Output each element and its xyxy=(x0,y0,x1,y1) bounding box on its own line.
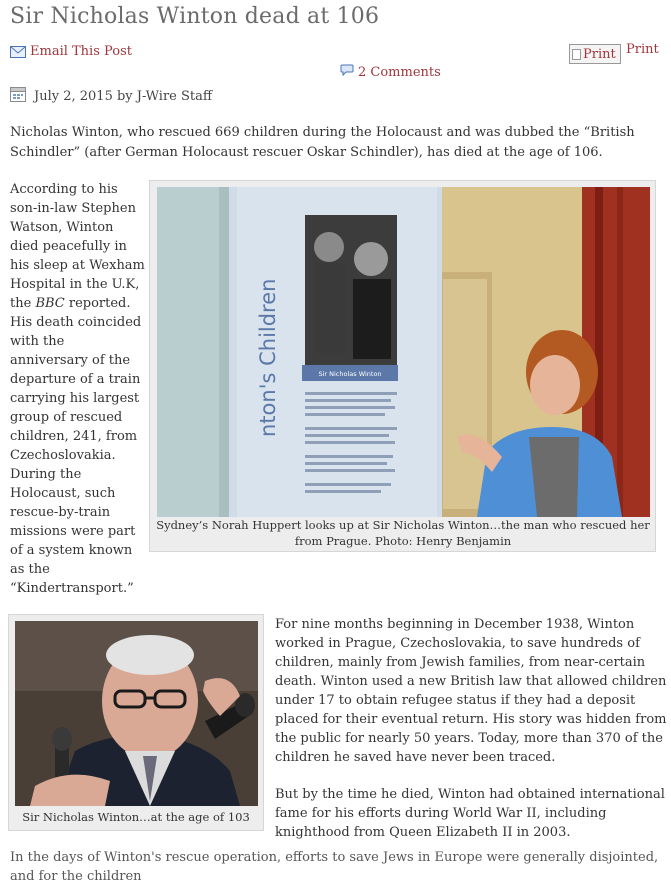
page-title: Sir Nicholas Winton dead at 106 xyxy=(10,4,380,29)
figure1-caption: Sydney’s Norah Huppert looks up at Sir Nicholas Winton…the man who rescued her from Prague. Photo: Henry Benjamin xyxy=(156,518,650,548)
winton-photo xyxy=(15,621,258,806)
figure-winton-103 xyxy=(8,614,264,831)
cut-off-paragraph xyxy=(10,850,666,884)
comments-link[interactable] xyxy=(340,64,441,80)
post-meta xyxy=(10,87,212,106)
speech-bubble-icon xyxy=(340,64,354,80)
side-paragraph xyxy=(10,180,145,598)
side-text-part-2: reported. His death coincided with the anniversary of the departure of a train carrying his largest group of rescued children, 241, from Czechoslovakia. During the Holocaust, such rescue-by-train missions were part of a system known as the “Kindertransport.” xyxy=(10,296,142,596)
paragraph-fame: But by the time he died, Winton had obtained international fame for his efforts during World War II, including knighthood from Queen Elizabeth II in 2003. xyxy=(275,787,665,840)
print-button[interactable] xyxy=(569,44,621,64)
poster-label: Sir Nicholas Winton xyxy=(318,370,382,378)
mail-icon xyxy=(10,46,26,58)
cut-off-text: In the days of Winton's rescue operation, efforts to save Jews in Europe were generally disjointed, and for the children xyxy=(10,850,659,884)
comments-label: 2 Comments xyxy=(358,64,441,80)
figure-norah-huppert xyxy=(149,180,656,552)
figure2-caption: Sir Nicholas Winton…at the age of 103 xyxy=(22,810,250,824)
side-text-part-1: According to his son-in-law Stephen Watson, Winton died peacefully in his sleep at Wexham Hospital in the U.K, the xyxy=(10,182,145,311)
intro-paragraph: Nicholas Winton, who rescued 669 children during the Holocaust and was dubbed the “British Schindler” (after German Holocaust rescuer Oskar Schindler), has died at the age of 106. xyxy=(10,125,635,160)
print-link[interactable]: Print xyxy=(626,42,659,57)
post-date-author: July 2, 2015 by J-Wire Staff xyxy=(34,89,213,104)
poster-vertical-text: nton's Children xyxy=(256,278,280,437)
paragraph-prague: For nine months beginning in December 1938, Winton worked in Prague, Czechoslovakia, to save hundreds of children, mainly from Jewish families, from near-certain death. Winton used a new British law that allowed children under 17 to obtain refugee status if they had a deposit placed for their eventual return. His story was hidden from the public for nearly 50 years. Today, more than 370 of the children he saved have never been traced. xyxy=(275,617,667,765)
email-post-label: Email This Post xyxy=(30,44,132,59)
bbc-italic: BBC xyxy=(35,296,65,311)
document-icon xyxy=(572,49,581,60)
email-post-link[interactable] xyxy=(10,44,132,59)
calendar-icon xyxy=(10,87,26,106)
norah-huppert-photo xyxy=(157,187,650,517)
print-button-label: Print xyxy=(583,46,616,62)
